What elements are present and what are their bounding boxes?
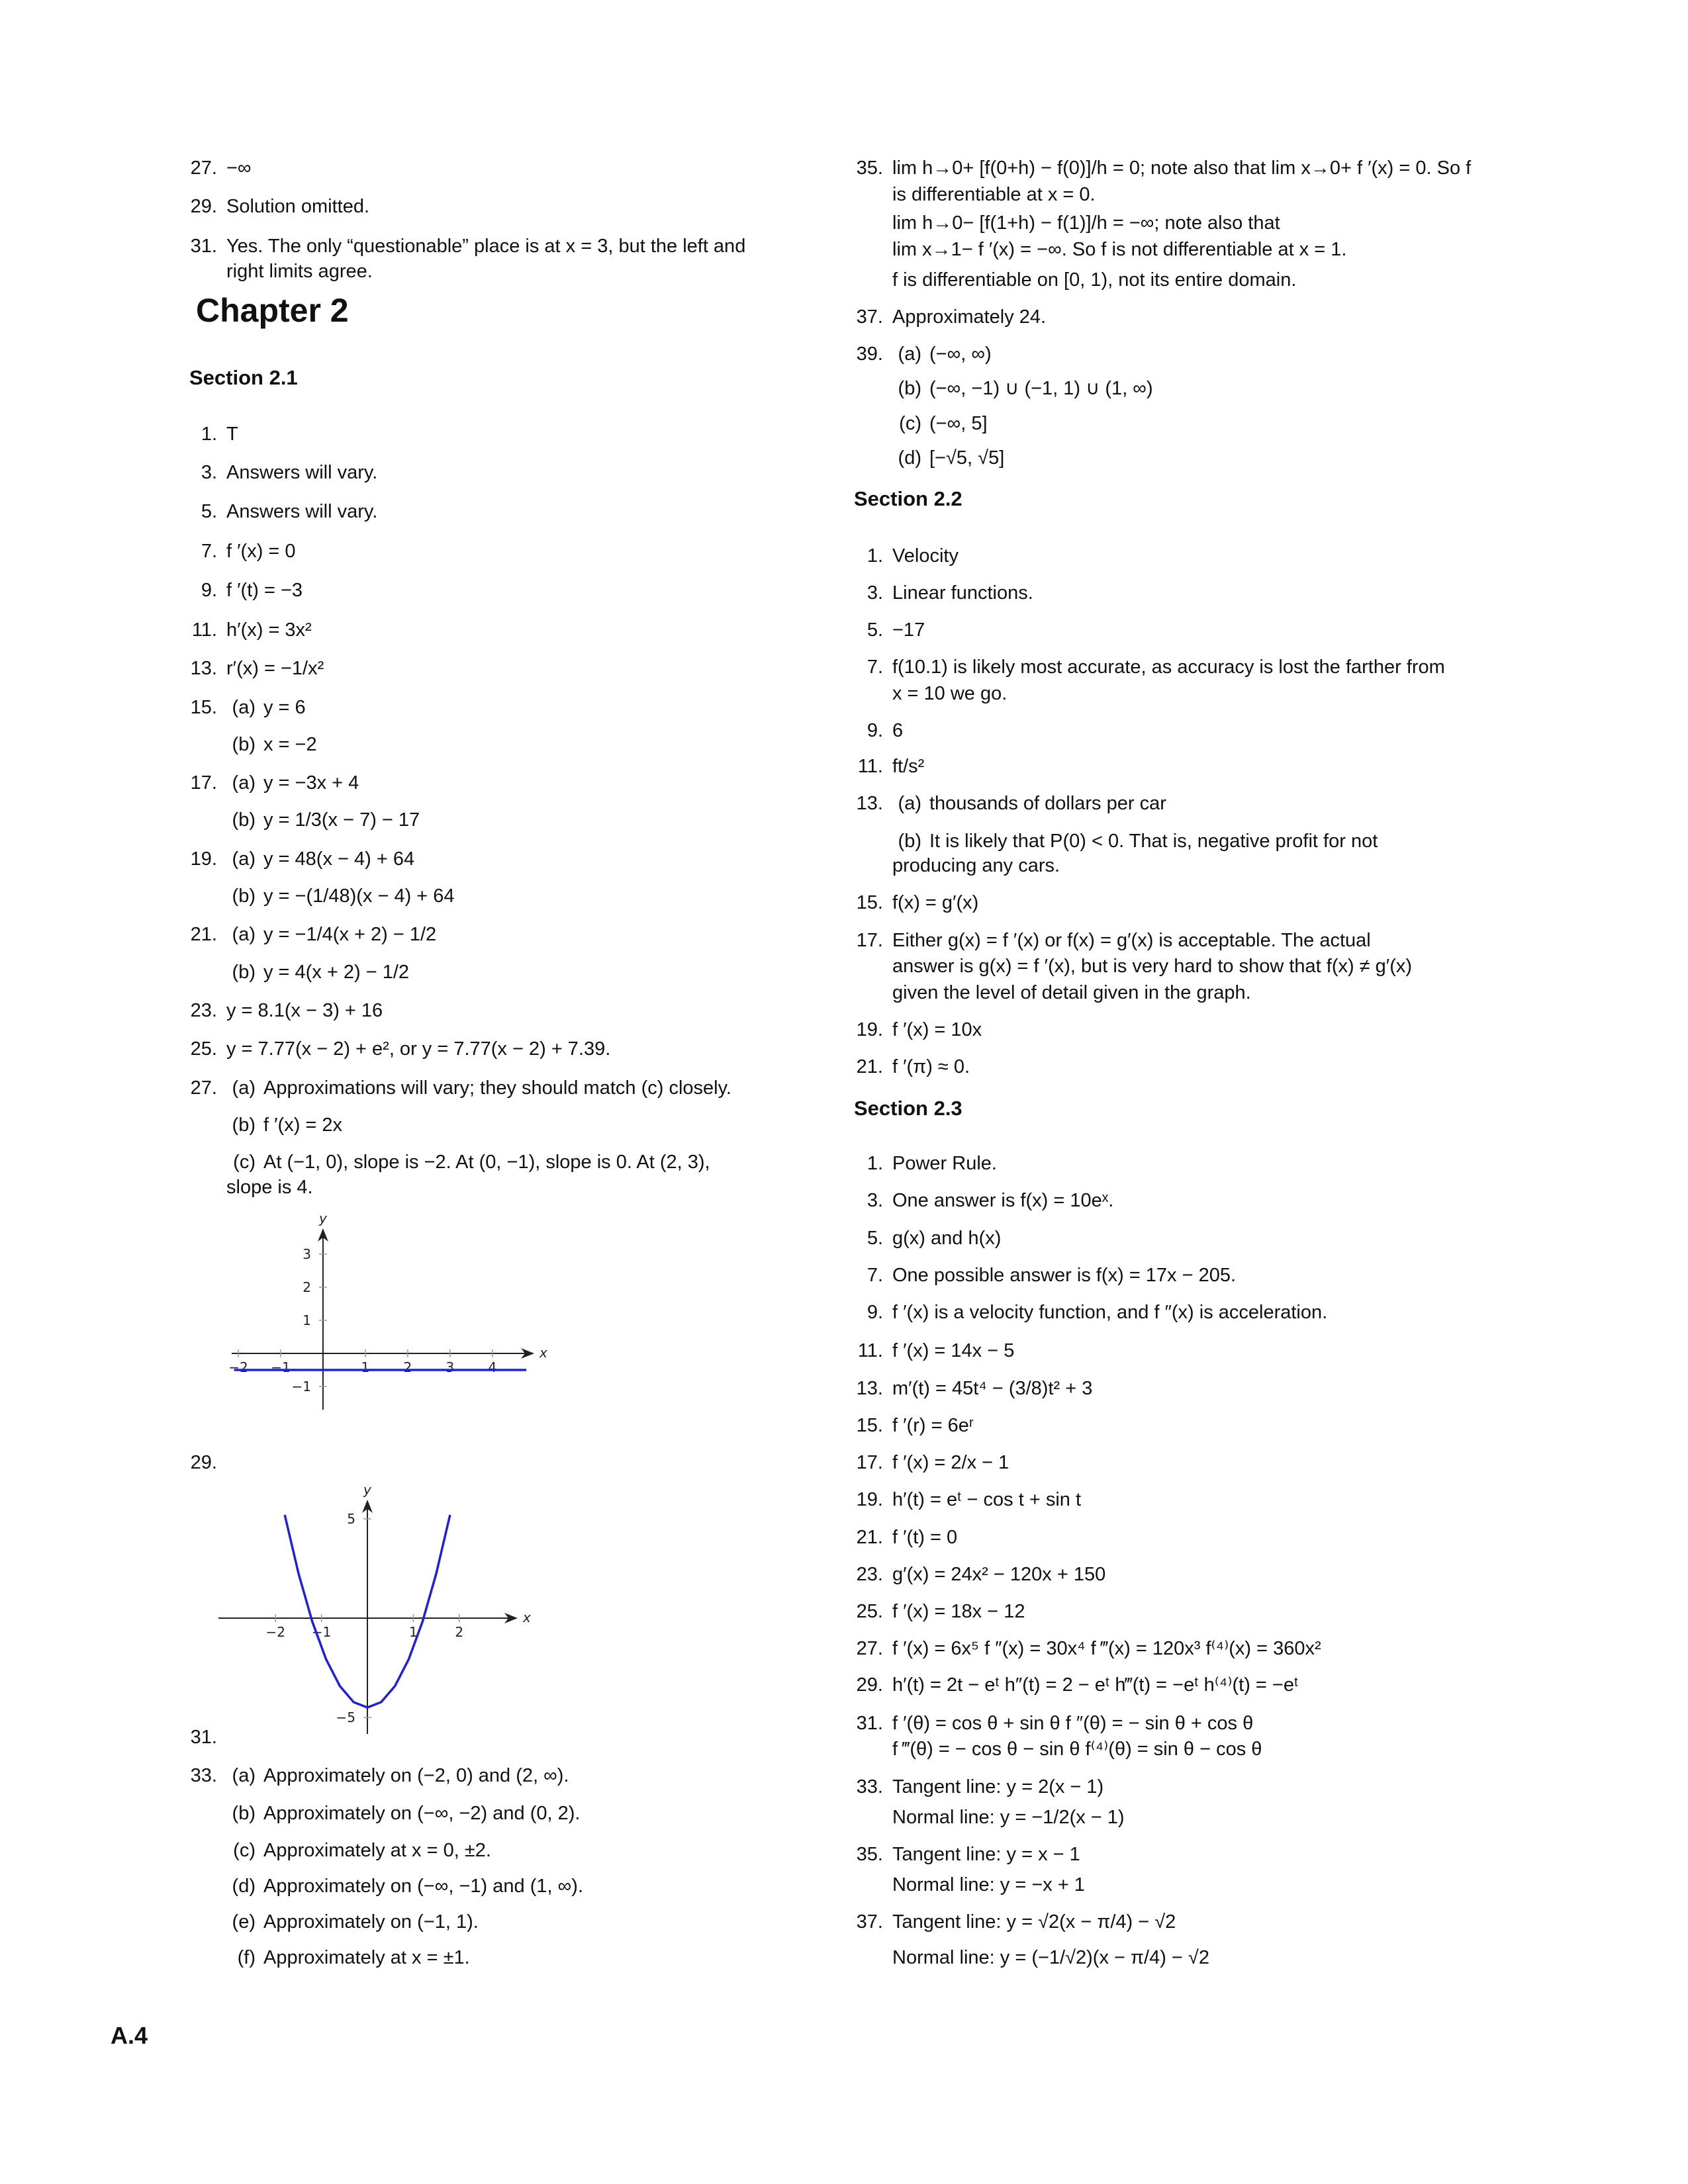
answer-text: y = −(1/48)(x − 4) + 64: [263, 886, 455, 907]
answer-text: slope is 4.: [226, 1177, 313, 1198]
answer-number: 3.: [867, 582, 883, 604]
answer-text: h′(t) = eᵗ − cos t + sin t: [892, 1489, 1082, 1510]
answer-number: 13.: [856, 1378, 883, 1399]
answer-number: 37.: [856, 306, 883, 328]
answer-number: 17.: [856, 930, 883, 951]
answer-number: 9.: [201, 580, 217, 601]
answer-number: 19.: [856, 1019, 883, 1040]
answer-line: [899, 412, 988, 435]
answer-part-label: (b): [898, 378, 921, 399]
answer-line: [191, 618, 312, 642]
answer-part-label: (b): [898, 831, 921, 852]
answer-line: [233, 1150, 710, 1174]
answer-number: 3.: [867, 1190, 883, 1211]
answer-text: y = −1/4(x + 2) − 1/2: [263, 924, 437, 945]
section-heading: Section 2.1: [189, 366, 298, 389]
answer-text: f(x) = g′(x): [892, 892, 979, 913]
answer-part-label: (a): [898, 793, 921, 814]
answer-number: 19.: [190, 848, 217, 870]
answer-text: Yes. The only “questionable” place is at x = 3, but the left and: [226, 236, 746, 257]
answer-number: 37.: [856, 1911, 883, 1933]
y-tick-label: −1: [291, 1379, 311, 1394]
answer-text: Approximately at x = ±1.: [263, 1947, 470, 1968]
answer-part-label: (d): [898, 447, 921, 469]
answer-line: [190, 1764, 569, 1788]
answer-text: r′(x) = −1/x²: [226, 658, 324, 679]
answer-line: [232, 733, 317, 756]
answer-line: [232, 884, 455, 908]
answer-line: [856, 1637, 1321, 1661]
answer-line: [867, 1263, 1237, 1287]
x-tick-label: 1: [408, 1624, 418, 1640]
y-tick-label: 3: [303, 1246, 311, 1262]
answer-text: Solution omitted.: [226, 196, 370, 217]
answer-text: producing any cars.: [892, 855, 1060, 876]
answer-text: f ′(r) = 6eʳ: [892, 1415, 974, 1436]
answer-number: 7.: [201, 541, 217, 562]
answer-line: [856, 1488, 1082, 1512]
answer-text: lim x→1− f ′(x) = −∞. So f is not differentiable at x = 1.: [892, 239, 1347, 260]
answer-part-label: (a): [232, 1765, 256, 1786]
y-tick-label: 2: [303, 1279, 311, 1295]
answer-part-label: (c): [233, 1840, 256, 1861]
answer-part-label: (a): [232, 924, 256, 945]
answer-line: [892, 682, 1007, 705]
answer-line: [892, 954, 1412, 978]
y-tick-label: 5: [347, 1511, 355, 1527]
answer-line: [856, 1018, 982, 1042]
answer-number: 39.: [856, 343, 883, 365]
answer-line: [856, 1377, 1093, 1400]
x-tick-label: −1: [271, 1359, 291, 1375]
answer-text: Velocity: [892, 545, 959, 567]
answer-number: 15.: [190, 697, 217, 718]
answer-text: Answers will vary.: [226, 462, 378, 483]
answer-text: ft/s²: [892, 756, 925, 777]
answer-text: y = 7.77(x − 2) + e², or y = 7.77(x − 2) + 7.39.: [226, 1038, 611, 1060]
answer-number: 5.: [201, 501, 217, 522]
answer-line: [201, 500, 378, 523]
answer-text: lim h→0+ [f(0+h) − f(0)]/h = 0; note also that lim x→0+ f ′(x) = 0. So f: [892, 158, 1472, 179]
answer-line: [190, 156, 252, 180]
answer-text: Either g(x) = f ′(x) or f(x) = g′(x) is acceptable. The actual: [892, 930, 1371, 951]
answer-line: [856, 1600, 1025, 1623]
answer-part-label: (c): [899, 413, 921, 434]
answer-line: [856, 1451, 1009, 1475]
answer-number: 31.: [190, 236, 217, 257]
answer-line: [892, 183, 1096, 206]
answer-line: [201, 539, 296, 563]
x-tick-label: 2: [455, 1624, 464, 1640]
answer-number: 29.: [856, 1674, 883, 1696]
answer-line: [190, 234, 746, 258]
answer-line: [856, 342, 992, 366]
answer-text: y = 8.1(x − 3) + 16: [226, 1000, 383, 1021]
answer-text: right limits agree.: [226, 261, 373, 282]
answer-line: [892, 211, 1280, 235]
answer-number: 27.: [190, 158, 217, 179]
answer-text: y = 6: [263, 697, 306, 718]
answer-number: 33.: [856, 1776, 883, 1797]
answer-number: 19.: [856, 1489, 883, 1510]
answer-text: f ′(x) = 18x − 12: [892, 1601, 1025, 1622]
answer-text: h′(t) = 2t − eᵗ h″(t) = 2 − eᵗ h‴(t) = −eᵗ h⁽⁴⁾(t) = −eᵗ: [892, 1674, 1299, 1696]
answer-line: [867, 618, 925, 642]
answer-text: T: [226, 424, 238, 445]
answer-number: 23.: [856, 1564, 883, 1585]
answer-text: Approximately 24.: [892, 306, 1047, 328]
answer-text: m′(t) = 45t⁴ − (3/8)t² + 3: [892, 1378, 1093, 1399]
answer-text: f(10.1) is likely most accurate, as accuracy is lost the farther from: [892, 657, 1445, 678]
answer-number: 29.: [190, 1452, 217, 1473]
answer-part-label: (c): [233, 1152, 256, 1173]
answer-part-label: (b): [232, 962, 256, 983]
answer-text: f ′(x) = 2x: [263, 1115, 343, 1136]
answer-line: [190, 999, 383, 1023]
answer-text: f is differentiable on [0, 1), not its entire domain.: [892, 269, 1297, 291]
answer-text: g(x) and h(x): [892, 1228, 1002, 1249]
answer-text: f ′(x) is a velocity function, and f ″(x) is acceleration.: [892, 1302, 1328, 1323]
answer-number: 17.: [856, 1452, 883, 1473]
section-heading: Section 2.3: [854, 1097, 962, 1120]
answer-number: 11.: [857, 1340, 883, 1361]
answer-text: answer is g(x) = f ′(x), but is very hard to show that f(x) ≠ g′(x): [892, 956, 1413, 977]
answer-text: −17: [892, 619, 925, 641]
x-tick-label: 1: [361, 1359, 370, 1375]
graph-27: [225, 1211, 556, 1449]
x-tick-label: −2: [228, 1359, 248, 1375]
answer-line: [892, 981, 1251, 1005]
answer-text: f ′(x) = 2/x − 1: [892, 1452, 1009, 1473]
answer-line: [892, 854, 1060, 878]
answer-number: 9.: [867, 720, 883, 741]
answer-line: [898, 377, 1153, 400]
answer-part-label: (b): [232, 1115, 256, 1136]
answer-number: 25.: [856, 1601, 883, 1622]
answer-text: At (−1, 0), slope is −2. At (0, −1), slope is 0. At (2, 3),: [263, 1152, 710, 1173]
answer-text: Normal line: y = −1/2(x − 1): [892, 1807, 1125, 1828]
answer-text: (−∞, −1) ∪ (−1, 1) ∪ (1, ∞): [929, 378, 1153, 399]
answer-text: f ′(t) = −3: [226, 580, 303, 601]
answer-line: [892, 1805, 1125, 1829]
answer-number: 5.: [867, 1228, 883, 1249]
answer-number: 27.: [856, 1638, 883, 1659]
x-tick-label: 2: [403, 1359, 412, 1375]
answer-line: [856, 156, 1472, 180]
answer-line: [233, 1839, 491, 1862]
answer-line: [867, 544, 959, 568]
answer-line: [892, 1946, 1209, 1970]
x-tick-label: −1: [311, 1624, 332, 1640]
answer-line: [190, 923, 437, 946]
answer-text: Approximately on (−∞, −2) and (0, 2).: [263, 1803, 581, 1824]
answer-text: f ′(x) = 0: [226, 541, 296, 562]
answer-line: [867, 1226, 1002, 1250]
section-heading: Section 2.2: [854, 487, 962, 510]
answer-text: Approximately on (−∞, −1) and (1, ∞).: [263, 1876, 584, 1897]
answer-part-label: (b): [232, 1803, 256, 1824]
x-tick-label: 3: [445, 1359, 455, 1375]
answer-text: y = 48(x − 4) + 64: [263, 848, 415, 870]
answer-number: 31.: [856, 1713, 883, 1734]
y-tick-label: −5: [336, 1709, 355, 1725]
answer-number: 33.: [190, 1765, 217, 1786]
answer-line: [190, 771, 359, 795]
answer-line: [190, 847, 415, 871]
x-tick-label: 4: [488, 1359, 497, 1375]
answer-text: f ′(t) = 0: [892, 1527, 958, 1548]
answer-part-label: (f): [237, 1947, 256, 1968]
answer-text: thousands of dollars per car: [929, 793, 1166, 814]
answer-text: Linear functions.: [892, 582, 1033, 604]
answer-number: 1.: [867, 545, 883, 567]
answer-line: [237, 1946, 470, 1970]
answer-number: 7.: [867, 657, 883, 678]
answer-number: 7.: [867, 1265, 883, 1286]
answer-line: [201, 461, 378, 484]
y-tick-label: 1: [303, 1312, 311, 1328]
answer-number: 3.: [201, 462, 217, 483]
answer-number: 11.: [191, 619, 217, 641]
answer-text: Answers will vary.: [226, 501, 378, 522]
answer-number: 15.: [856, 892, 883, 913]
answer-number: 11.: [857, 756, 883, 777]
x-axis-label: x: [539, 1345, 547, 1361]
answer-text: lim h→0− [f(1+h) − f(1)]/h = −∞; note also that: [892, 212, 1280, 234]
answer-number: 1.: [867, 1153, 883, 1174]
answer-text: Approximately on (−1, 1).: [263, 1911, 479, 1933]
answer-line: [892, 268, 1296, 292]
answer-text: f ′(θ) = cos θ + sin θ f ″(θ) = − sin θ + cos θ: [892, 1713, 1254, 1734]
answer-line: [232, 1910, 479, 1934]
answer-line: [856, 1910, 1176, 1934]
answer-part-label: (a): [232, 772, 256, 794]
answer-line: [856, 1711, 1254, 1735]
answer-line: [201, 422, 238, 446]
answer-text: Normal line: y = −x + 1: [892, 1874, 1085, 1895]
answer-line: [898, 446, 1005, 470]
answer-part-label: (b): [232, 886, 256, 907]
answer-text: (−∞, ∞): [929, 343, 992, 365]
answer-line: [856, 1055, 970, 1079]
graph-29: [218, 1482, 536, 1741]
answer-text: Approximately on (−2, 0) and (2, ∞).: [263, 1765, 569, 1786]
answer-number: 27.: [190, 1077, 217, 1099]
answer-line: [226, 1175, 313, 1199]
answer-line: [856, 1673, 1299, 1697]
chapter-title: Chapter 2: [196, 292, 349, 329]
answer-text: x = 10 we go.: [892, 683, 1008, 704]
answer-part-label: (a): [232, 1077, 256, 1099]
answer-text: is differentiable at x = 0.: [892, 184, 1096, 205]
answer-text: Power Rule.: [892, 1153, 997, 1174]
answer-line: [856, 1563, 1106, 1586]
answer-line: [856, 792, 1166, 815]
answer-text: y = 1/3(x − 7) − 17: [263, 809, 420, 831]
answer-line: [856, 1843, 1080, 1866]
answer-line: [232, 1113, 343, 1137]
answer-number: 35.: [856, 1844, 883, 1865]
answer-part-label: (a): [232, 848, 256, 870]
answer-line: [867, 1189, 1114, 1212]
answer-text: f ′(π) ≈ 0.: [892, 1056, 970, 1077]
answer-line: [190, 1037, 611, 1061]
answer-part-label: (a): [232, 697, 256, 718]
answer-line: [190, 1076, 731, 1100]
answer-text: f ‴(θ) = − cos θ − sin θ f⁽⁴⁾(θ) = sin θ − cos θ: [892, 1739, 1262, 1760]
answer-line: [857, 754, 925, 778]
answer-line: [190, 696, 306, 719]
answer-text: y = 4(x + 2) − 1/2: [263, 962, 410, 983]
answer-text: (−∞, 5]: [929, 413, 988, 434]
answer-line: [232, 1874, 584, 1898]
answer-text: It is likely that P(0) < 0. That is, negative profit for not: [929, 831, 1378, 852]
page-number: A.4: [111, 2022, 148, 2049]
answer-line: [856, 929, 1371, 952]
answer-number: 13.: [190, 658, 217, 679]
answer-text: [−√5, √5]: [929, 447, 1005, 469]
answer-text: Tangent line: y = x − 1: [892, 1844, 1080, 1865]
answer-line: [892, 238, 1346, 261]
answer-text: h′(x) = 3x²: [226, 619, 312, 641]
answer-line: [856, 1525, 958, 1549]
answer-text: f ′(x) = 10x: [892, 1019, 982, 1040]
answer-line: [867, 655, 1445, 679]
answer-line: [232, 1801, 581, 1825]
answer-text: Approximately at x = 0, ±2.: [263, 1840, 491, 1861]
answer-line: [892, 1737, 1262, 1761]
answer-part-label: (b): [232, 809, 256, 831]
answer-number: 31.: [190, 1727, 217, 1748]
answer-number: 21.: [190, 924, 217, 945]
y-axis-label: y: [363, 1482, 371, 1498]
answer-line: [856, 891, 979, 915]
answer-number: 35.: [856, 158, 883, 179]
answer-line: [898, 829, 1378, 853]
x-tick-label: −2: [265, 1624, 286, 1640]
answer-number: 25.: [190, 1038, 217, 1060]
answer-line: [856, 1775, 1104, 1799]
answer-text: One possible answer is f(x) = 17x − 205.: [892, 1265, 1237, 1286]
answer-number: 1.: [201, 424, 217, 445]
x-axis-label: x: [523, 1610, 531, 1625]
answer-line: [232, 960, 410, 984]
answer-line: [892, 1873, 1085, 1897]
answer-part-label: (a): [898, 343, 921, 365]
answer-part-label: (b): [232, 734, 256, 755]
answer-text: 6: [892, 720, 904, 741]
answer-number: 21.: [856, 1056, 883, 1077]
answer-number: 15.: [856, 1415, 883, 1436]
answer-line: [867, 1300, 1328, 1324]
answer-text: given the level of detail given in the graph.: [892, 982, 1251, 1003]
answer-number: 17.: [190, 772, 217, 794]
answer-part-label: (e): [232, 1911, 256, 1933]
answer-line: [867, 719, 904, 743]
answer-text: g′(x) = 24x² − 120x + 150: [892, 1564, 1106, 1585]
answer-line: [190, 657, 324, 680]
answer-text: f ′(x) = 6x⁵ f ″(x) = 30x⁴ f ‴(x) = 120x³ f⁽⁴⁾(x) = 360x²: [892, 1638, 1321, 1659]
answer-line: [226, 259, 373, 283]
answer-line: [856, 305, 1047, 329]
answer-line: [201, 578, 303, 602]
answer-text: f ′(x) = 14x − 5: [892, 1340, 1015, 1361]
answer-number: 5.: [867, 619, 883, 641]
answer-line: [867, 1152, 997, 1175]
answer-number: 23.: [190, 1000, 217, 1021]
answer-text: Tangent line: y = 2(x − 1): [892, 1776, 1104, 1797]
y-axis-label: y: [318, 1211, 327, 1226]
answer-line: [232, 808, 420, 832]
answer-number: 21.: [856, 1527, 883, 1548]
answer-number: 9.: [867, 1302, 883, 1323]
answer-line: [190, 195, 370, 218]
answer-line: [857, 1339, 1015, 1363]
answer-number: 13.: [856, 793, 883, 814]
answer-part-label: (d): [232, 1876, 256, 1897]
answer-text: One answer is f(x) = 10eˣ.: [892, 1190, 1114, 1211]
answer-text: −∞: [226, 158, 252, 179]
answer-text: Tangent line: y = √2(x − π/4) − √2: [892, 1911, 1176, 1933]
answer-number: 29.: [190, 196, 217, 217]
answer-text: y = −3x + 4: [263, 772, 359, 794]
answer-line: [867, 581, 1033, 605]
answer-text: Approximations will vary; they should match (c) closely.: [263, 1077, 731, 1099]
answer-text: Normal line: y = (−1/√2)(x − π/4) − √2: [892, 1947, 1209, 1968]
answer-text: x = −2: [263, 734, 317, 755]
answer-line: [856, 1414, 974, 1437]
